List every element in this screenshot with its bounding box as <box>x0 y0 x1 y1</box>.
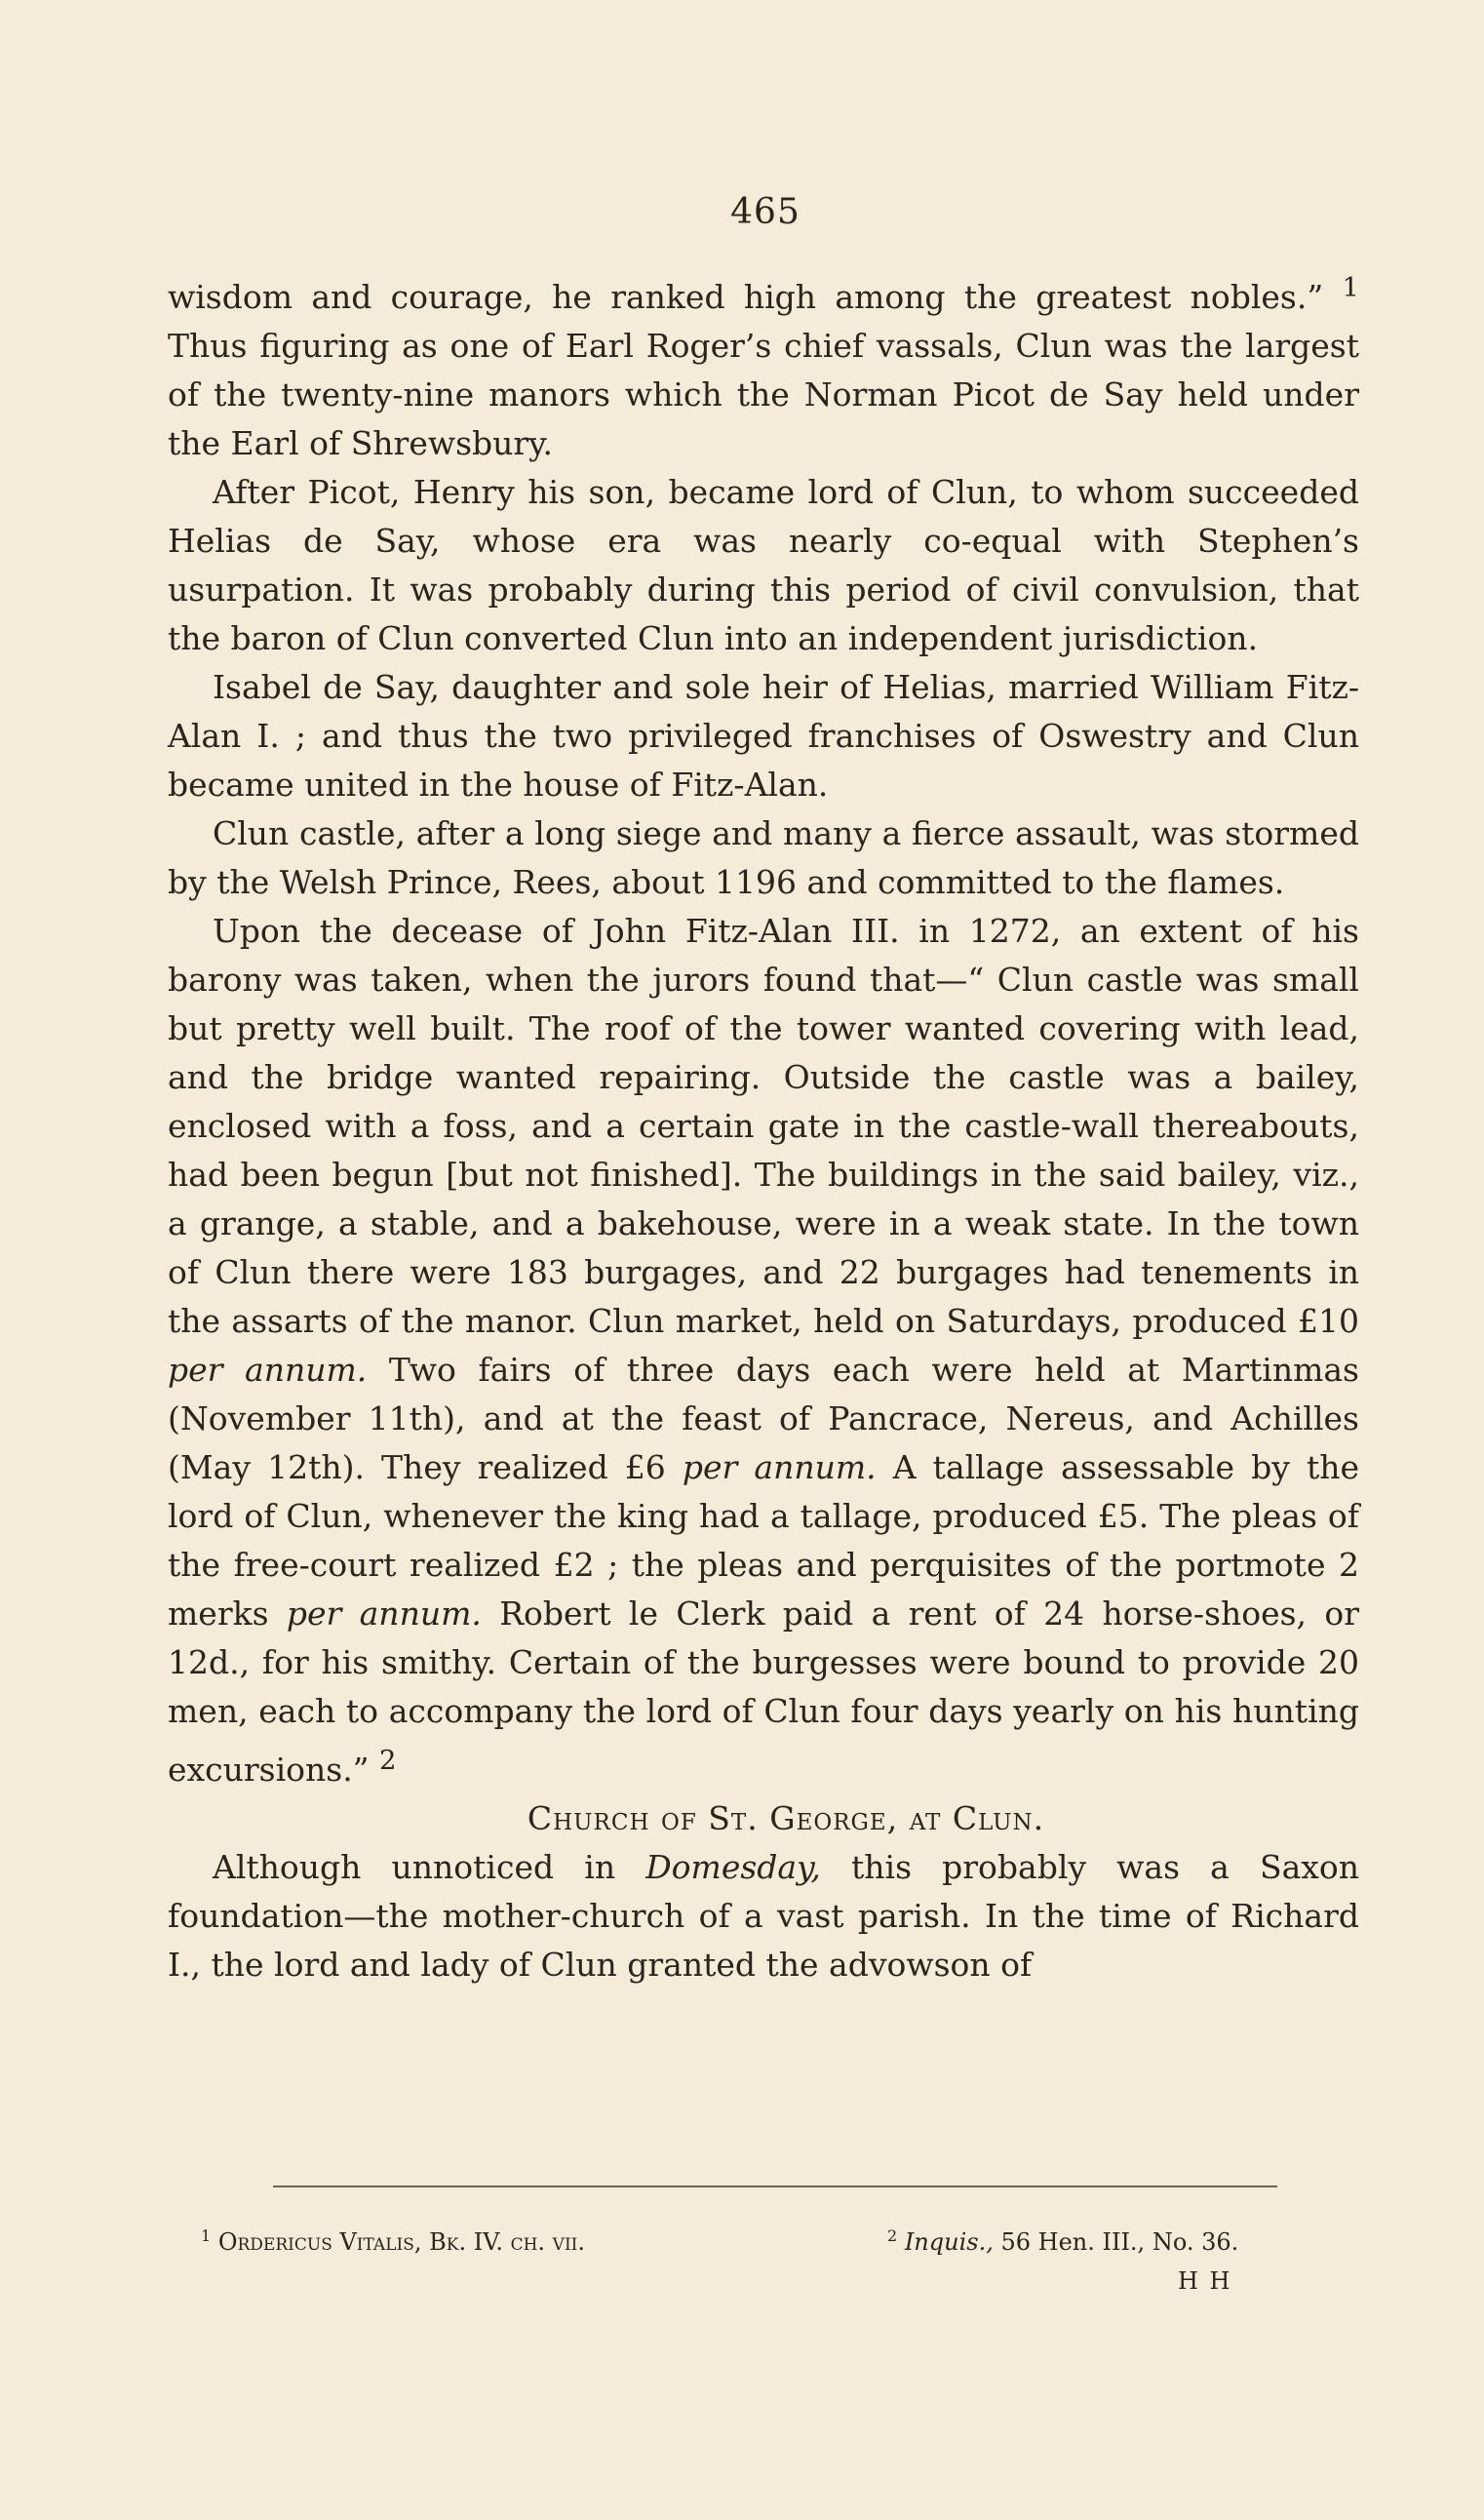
paragraph-6-text-a: Although unnoticed in <box>213 1848 646 1886</box>
section-heading: Church of St. George, at Clun. <box>527 1799 1045 1837</box>
paragraph-3: Isabel de Say, daughter and sole heir of Helias, married William Fitz-Alan I. ; and thus the two privileged franchises of Oswestry and Clun became united in the house of Fitz-Alan. <box>168 668 1359 804</box>
paragraph-6-text-b: this probably was a Saxon foundation—the mother-church of a vast parish. In the time of Richard I., the lord and lady of Clun granted the advowson of <box>168 1848 1359 1984</box>
signature-mark: H H <box>1178 2267 1232 2295</box>
paragraph-5-italic-3: per annum. <box>286 1595 482 1633</box>
paragraph-5-text-d: Robert le Clerk paid a rent of 24 horse-shoes, or 12d., for his smithy. Certain of the burgesses were bound to provide 20 men, each to accompany the lord of Clun four days yearly on his hunting excursions.” <box>168 1595 1359 1789</box>
paragraph-5-text-b: Two fairs of three days each were held at Martinmas (November 11th), and at the feast of Pancrace, Nereus, and Achilles (May 12th). They realized £6 <box>168 1351 1359 1486</box>
body-text <box>168 263 1359 1989</box>
footnote-reference-1: 1 <box>1342 272 1359 303</box>
footnote-divider <box>273 2185 1277 2187</box>
paragraph-5-text-c: A tallage assessable by the lord of Clun, whenever the king had a tallage, produced £5. The pleas of the free-court realized £2 ; the pleas and perquisites of the portmote 2 merks <box>168 1448 1359 1633</box>
paragraph-1 <box>168 263 1359 468</box>
paragraph-5-italic-1: per annum. <box>168 1351 368 1389</box>
footnote-2-mark: 2 <box>887 2226 898 2245</box>
footnote-1 <box>201 2225 585 2259</box>
footnote-reference-2: 2 <box>379 1745 397 1776</box>
paragraph-5 <box>168 907 1359 1794</box>
paragraph-5-italic-2: per annum. <box>682 1448 877 1486</box>
paragraph-1-text-b: Thus figuring as one of Earl Roger’s chief vassals, Clun was the largest of the twenty-nine manors which the Norman Picot de Say held under the Earl of Shrewsbury. <box>168 327 1359 462</box>
paragraph-6-italic: Domesday, <box>645 1848 821 1886</box>
page-number: 465 <box>730 192 801 232</box>
paragraph-1-text-a: wisdom and courage, he ranked high among the greatest nobles.” <box>168 278 1343 316</box>
footnote-1-text: Ordericus Vitalis, Bk. IV. ch. vii. <box>217 2228 586 2256</box>
paragraph-6 <box>168 1843 1359 1989</box>
paragraph-4: Clun castle, after a long siege and many a fierce assault, was stormed by the Welsh Prince, Rees, about 1196 and committed to the flames. <box>168 814 1359 901</box>
footnote-1-mark: 1 <box>201 2226 212 2245</box>
footnote-2-text: 56 Hen. III., No. 36. <box>993 2228 1239 2256</box>
footnote-2 <box>887 2225 1238 2259</box>
paragraph-2: After Picot, Henry his son, became lord of Clun, to whom succeeded Helias de Say, whose era was nearly co-equal with Stephen’s usurpation. It was probably during this period of civil convulsion, that the baron of Clun converted Clun into an independent jurisdiction. <box>168 473 1359 657</box>
paragraph-5-text-a: Upon the decease of John Fitz-Alan III. in 1272, an extent of his barony was taken, when the jurors found that—“ Clun castle was small but pretty well built. The roof of the tower wanted covering with lead, and the bridge wanted repairing. Outside the castle was a bailey, enclosed with a foss, and a certain gate in the castle-wall thereabouts, had been begun [but not finished]. The buildings in the said bailey, viz., a grange, a stable, and a bakehouse, were in a weak state. In the town of Clun there were 183 burgages, and 22 burgages had tenements in the assarts of the manor. Clun market, held on Saturdays, produced £10 <box>168 912 1359 1340</box>
footnote-2-italic: Inquis., <box>904 2228 994 2256</box>
